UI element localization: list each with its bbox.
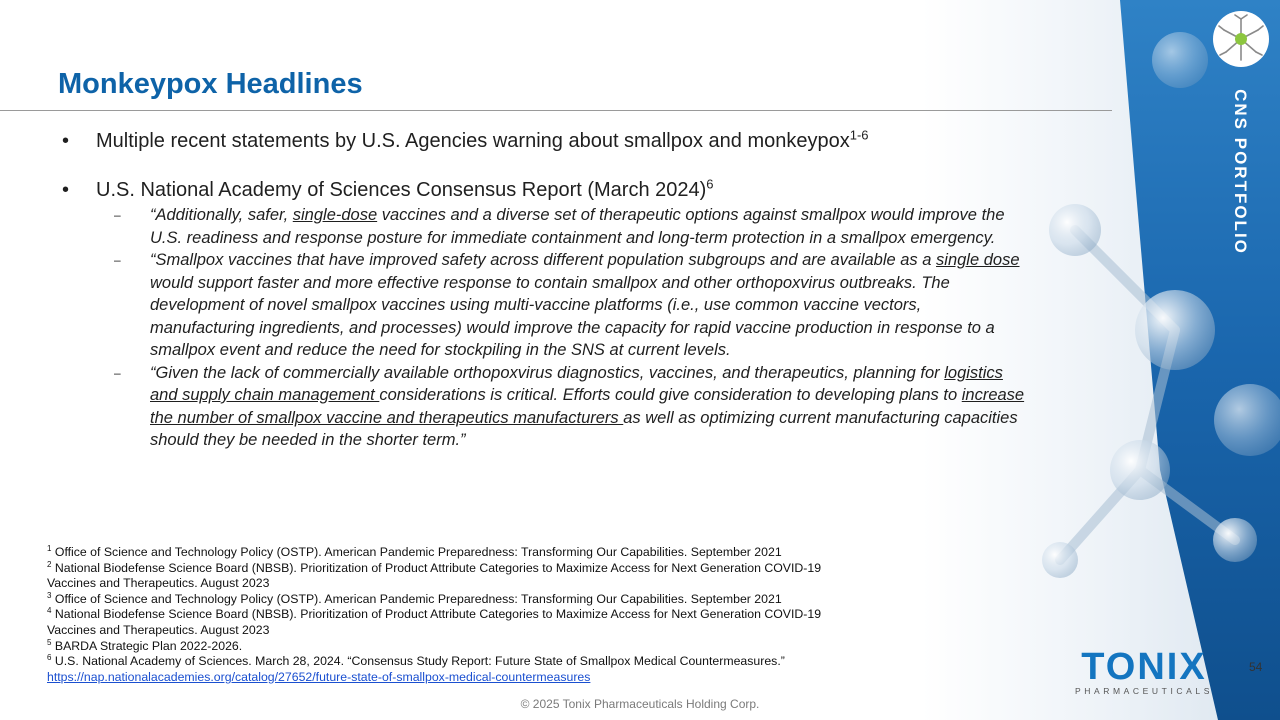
dash-glyph: – — [114, 208, 121, 222]
footnote-number: 2 — [47, 559, 52, 569]
quote-item — [60, 204, 1030, 249]
footnote-text: BARDA Strategic Plan 2022-2026. — [54, 638, 243, 653]
footnote-number: 4 — [47, 606, 52, 616]
bullet-item — [60, 128, 1030, 155]
footnote-number: 6 — [47, 653, 52, 663]
footnote-text: National Biodefense Science Board (NBSB). Prioritization of Product Attribute Categories to Maximize Access for Next Generation COVID-19 Vaccines and Therapeutics. August 2023 — [47, 560, 822, 591]
quote-item — [60, 249, 1030, 362]
page-number: 54 — [1249, 660, 1263, 674]
footnote-text: U.S. National Academy of Sciences. March 28, 2024. “Consensus Study Report: Future State of Smallpox Medical Countermeasures.” — [54, 654, 785, 669]
footnote-number: 1 — [47, 543, 52, 553]
title-divider — [0, 110, 1112, 111]
quote-text: “Smallpox vaccines that have improved safety across different population subgroups and are available as a — [150, 251, 937, 269]
quote-emphasis: logistics and supply chain management — [150, 363, 1003, 404]
quote-text: “Additionally, safer, — [150, 206, 293, 224]
quote-text: vaccines and a diverse set of therapeutic options against smallpox would improve the U.S. readiness and response posture for immediate containment and long-term protection in a smallpox emergency. — [150, 206, 1005, 247]
bullet-glyph: • — [62, 130, 70, 152]
copyright-notice: © 2025 Tonix Pharmaceuticals Holding Corp. — [520, 697, 760, 711]
footnote — [47, 561, 867, 592]
footnote — [47, 654, 867, 670]
bullet-text: U.S. National Academy of Sciences Consensus Report (March 2024) — [96, 179, 707, 201]
bullet-glyph: • — [62, 179, 70, 201]
quote-text: “Given the lack of commercially available orthopoxvirus diagnostics, vaccines, and therapeutics, planning for — [150, 363, 945, 382]
bullet-item — [60, 177, 1030, 204]
dash-glyph: – — [114, 253, 121, 267]
footnote-text: Office of Science and Technology Policy (OSTP). American Pandemic Preparedness: Transforming Our Capabilities. September 2021 — [54, 591, 782, 606]
neuron-icon — [1212, 10, 1270, 68]
quote-emphasis: single dose — [936, 251, 1020, 269]
quote-emphasis: single-dose — [292, 206, 378, 224]
quote-text: as well as optimizing current manufacturing capacities should they be needed in the shorter term.” — [150, 408, 1018, 449]
bullet-text: Multiple recent statements by U.S. Agencies warning about smallpox and monkeypox — [96, 130, 850, 152]
quote-text: would support faster and more effective response to contain smallpox and other orthopoxvirus outbreaks. The development of novel smallpox vaccines using multi-vaccine platforms (i.e., use common vaccine vectors, manufacturing ingredients, and processes) would improve the capacity for rapid vaccine production in response to a smallpox event and reduce the need for stockpiling in the SNS at current levels. — [150, 273, 995, 359]
reference-link[interactable]: https://nap.nationalacademies.org/catalog/27652/future-state-of-smallpox-medical-countermeasures — [47, 669, 591, 684]
logo-wordmark: TONIX — [1081, 646, 1207, 688]
citation-superscript: 6 — [706, 176, 714, 192]
footnote-text: National Biodefense Science Board (NBSB). Prioritization of Product Attribute Categories to Maximize Access for Next Generation COVID-19 Vaccines and Therapeutics. August 2023 — [47, 607, 822, 637]
quote-text: considerations is critical. Efforts could give consideration to developing plans to — [379, 386, 962, 404]
footnote — [47, 592, 867, 608]
footnotes — [47, 545, 867, 685]
footnote-number: 5 — [47, 637, 52, 647]
quote-emphasis: increase the number of smallpox vaccine and therapeutics manufacturers — [150, 386, 1025, 427]
citation-superscript: 1-6 — [849, 127, 869, 143]
company-logo — [1074, 648, 1214, 696]
quote-item — [60, 362, 1030, 452]
page-title: Monkeypox Headlines — [58, 68, 363, 100]
slide-body — [60, 128, 1030, 452]
footnote-text: Office of Science and Technology Policy (OSTP). American Pandemic Preparedness: Transforming Our Capabilities. September 2021 — [54, 545, 782, 559]
footnote — [47, 545, 867, 561]
footnote — [47, 607, 867, 638]
dash-glyph: – — [114, 365, 121, 380]
footnote-number: 3 — [47, 590, 52, 600]
logo-subtitle: PHARMACEUTICALS — [1074, 686, 1214, 696]
side-section-label: CNS PORTFOLIO — [1231, 89, 1250, 255]
footnote — [47, 639, 867, 655]
